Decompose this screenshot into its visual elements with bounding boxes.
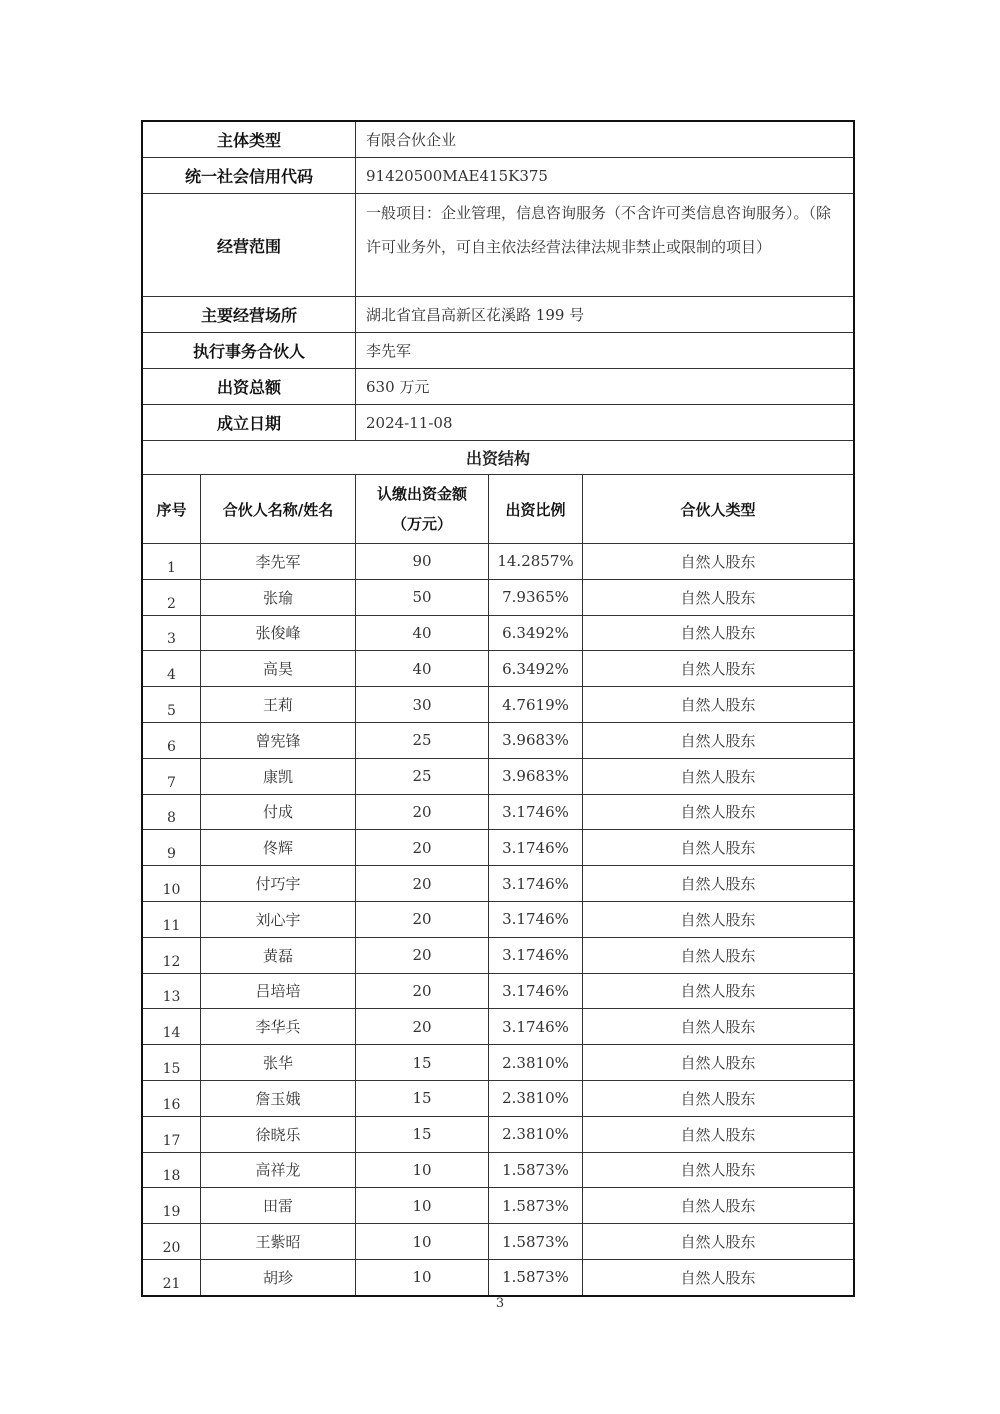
partner-type: 自然人股东: [680, 982, 756, 1001]
header-amount-line2: （万元）: [391, 515, 452, 533]
capital-ratio: 3.9683%: [489, 723, 583, 758]
total-capital-row: [143, 369, 853, 405]
row-no: 19: [143, 1188, 201, 1223]
row-no: 14: [143, 1009, 201, 1044]
row-no: 5: [143, 687, 201, 722]
subscribed-amount: 20: [356, 830, 489, 865]
partner-name: 刘心宇: [201, 902, 356, 937]
table-row: [143, 866, 853, 902]
table-row: [143, 1081, 853, 1117]
table-row: [143, 651, 853, 687]
subscribed-amount: 90: [356, 544, 489, 579]
executive-partner-row: [143, 333, 853, 369]
established-row: [143, 405, 853, 441]
partner-type: 自然人股东: [680, 588, 756, 607]
subscribed-amount: 50: [356, 580, 489, 615]
entity-type-row: [143, 122, 853, 158]
row-no: 16: [143, 1081, 201, 1116]
partner-name: 李华兵: [201, 1009, 356, 1044]
header-ratio: 出资比例: [489, 475, 583, 543]
row-no: 21: [143, 1260, 201, 1295]
subscribed-amount: 20: [356, 866, 489, 901]
total-capital-value: 630 万元: [366, 378, 430, 396]
header-amount-line1: 认缴出资金额: [376, 485, 467, 503]
capital-ratio: 2.3810%: [489, 1081, 583, 1116]
table-row: [143, 1153, 853, 1189]
partner-type: 自然人股东: [680, 660, 756, 679]
executive-partner-value: 李先军: [366, 342, 412, 360]
partner-type: 自然人股东: [680, 1197, 756, 1216]
subscribed-amount: 15: [356, 1045, 489, 1080]
table-row: [143, 830, 853, 866]
table-row: [143, 723, 853, 759]
total-capital-label: 出资总额: [143, 369, 356, 404]
partner-rows: [143, 544, 853, 1295]
partner-type: 自然人股东: [680, 552, 756, 571]
table-row: [143, 902, 853, 938]
capital-ratio: 3.1746%: [489, 866, 583, 901]
partner-name: 付巧宇: [201, 866, 356, 901]
capital-ratio: 3.1746%: [489, 1009, 583, 1044]
partner-type: 自然人股东: [680, 1089, 756, 1108]
subscribed-amount: 25: [356, 723, 489, 758]
enterprise-info-table: [141, 120, 855, 1297]
row-no: 4: [143, 651, 201, 686]
executive-partner-label: 执行事务合伙人: [143, 333, 356, 368]
table-row: [143, 1117, 853, 1153]
partner-type: 自然人股东: [680, 1233, 756, 1252]
capital-ratio: 3.9683%: [489, 759, 583, 794]
partner-name: 胡珍: [201, 1260, 356, 1295]
row-no: 1: [143, 544, 201, 579]
credit-code-label: 统一社会信用代码: [143, 158, 356, 193]
row-no: 13: [143, 974, 201, 1009]
table-row: [143, 974, 853, 1010]
header-type: 合伙人类型: [680, 500, 756, 519]
row-no: 3: [143, 616, 201, 651]
partner-name: 康凯: [201, 759, 356, 794]
partner-type: 自然人股东: [680, 839, 756, 858]
table-row: [143, 580, 853, 616]
partner-type: 自然人股东: [680, 946, 756, 965]
partner-type: 自然人股东: [680, 696, 756, 715]
partner-type: 自然人股东: [680, 1125, 756, 1144]
table-row: [143, 795, 853, 831]
capital-ratio: 4.7619%: [489, 687, 583, 722]
table-row: [143, 938, 853, 974]
subscribed-amount: 10: [356, 1153, 489, 1188]
subscribed-amount: 20: [356, 1009, 489, 1044]
row-no: 17: [143, 1117, 201, 1152]
partner-name: 张瑜: [201, 580, 356, 615]
capital-ratio: 2.3810%: [489, 1117, 583, 1152]
capital-ratio: 1.5873%: [489, 1224, 583, 1259]
partner-type: 自然人股东: [680, 875, 756, 894]
table-row: [143, 1224, 853, 1260]
main-place-value: 湖北省宜昌高新区花溪路 199 号: [366, 306, 585, 324]
structure-header-row: [143, 475, 853, 544]
subscribed-amount: 40: [356, 651, 489, 686]
partner-type: 自然人股东: [680, 624, 756, 643]
subscribed-amount: 15: [356, 1117, 489, 1152]
established-label: 成立日期: [143, 405, 356, 440]
table-row: [143, 687, 853, 723]
capital-ratio: 6.3492%: [489, 651, 583, 686]
partner-name: 高祥龙: [201, 1153, 356, 1188]
partner-type: 自然人股东: [680, 731, 756, 750]
credit-code-row: [143, 158, 853, 194]
row-no: 15: [143, 1045, 201, 1080]
subscribed-amount: 40: [356, 616, 489, 651]
partner-name: 张华: [201, 1045, 356, 1080]
row-no: 8: [143, 795, 201, 830]
structure-title: 出资结构: [465, 449, 530, 468]
row-no: 18: [143, 1153, 201, 1188]
capital-ratio: 3.1746%: [489, 938, 583, 973]
table-row: [143, 544, 853, 580]
main-place-label: 主要经营场所: [143, 297, 356, 332]
credit-code-value: 91420500MAE415K375: [366, 166, 548, 185]
established-value: 2024-11-08: [366, 413, 453, 432]
partner-type: 自然人股东: [680, 1018, 756, 1037]
main-place-row: [143, 297, 853, 333]
partner-name: 李先军: [201, 544, 356, 579]
table-row: [143, 1188, 853, 1224]
partner-name: 黄磊: [201, 938, 356, 973]
partner-name: 田雷: [201, 1188, 356, 1223]
business-scope-value: 一般项目：企业管理，信息咨询服务（不含许可类信息咨询服务）。（除许可业务外，可自主依法经营法律法规非禁止或限制的项目）: [366, 204, 832, 256]
entity-type-value: 有限合伙企业: [366, 131, 457, 149]
partner-name: 王莉: [201, 687, 356, 722]
capital-ratio: 1.5873%: [489, 1153, 583, 1188]
subscribed-amount: 15: [356, 1081, 489, 1116]
subscribed-amount: 20: [356, 795, 489, 830]
partner-name: 王紫昭: [201, 1224, 356, 1259]
subscribed-amount: 10: [356, 1224, 489, 1259]
capital-ratio: 1.5873%: [489, 1188, 583, 1223]
capital-ratio: 6.3492%: [489, 616, 583, 651]
row-no: 6: [143, 723, 201, 758]
table-row: [143, 616, 853, 652]
business-scope-label: 经营范围: [143, 194, 356, 296]
business-scope-row: [143, 194, 853, 297]
partner-type: 自然人股东: [680, 803, 756, 822]
header-amount: [356, 475, 489, 543]
row-no: 9: [143, 830, 201, 865]
structure-title-row: [143, 441, 853, 475]
partner-name: 吕培培: [201, 974, 356, 1009]
header-name: 合伙人名称/姓名: [201, 475, 356, 543]
capital-ratio: 2.3810%: [489, 1045, 583, 1080]
row-no: 2: [143, 580, 201, 615]
capital-ratio: 3.1746%: [489, 974, 583, 1009]
row-no: 12: [143, 938, 201, 973]
capital-ratio: 7.9365%: [489, 580, 583, 615]
partner-name: 詹玉娥: [201, 1081, 356, 1116]
subscribed-amount: 10: [356, 1260, 489, 1295]
partner-type: 自然人股东: [680, 1054, 756, 1073]
subscribed-amount: 20: [356, 974, 489, 1009]
partner-name: 付成: [201, 795, 356, 830]
partner-name: 高昊: [201, 651, 356, 686]
subscribed-amount: 25: [356, 759, 489, 794]
partner-type: 自然人股东: [680, 1268, 756, 1287]
partner-name: 张俊峰: [201, 616, 356, 651]
capital-ratio: 3.1746%: [489, 902, 583, 937]
capital-ratio: 3.1746%: [489, 830, 583, 865]
partner-name: 徐晓乐: [201, 1117, 356, 1152]
table-row: [143, 1045, 853, 1081]
header-no: 序号: [143, 475, 201, 543]
partner-type: 自然人股东: [680, 910, 756, 929]
row-no: 10: [143, 866, 201, 901]
subscribed-amount: 10: [356, 1188, 489, 1223]
table-row: [143, 759, 853, 795]
subscribed-amount: 30: [356, 687, 489, 722]
capital-ratio: 3.1746%: [489, 795, 583, 830]
capital-ratio: 1.5873%: [489, 1260, 583, 1295]
row-no: 20: [143, 1224, 201, 1259]
row-no: 11: [143, 902, 201, 937]
partner-name: 曾宪锋: [201, 723, 356, 758]
table-row: [143, 1260, 853, 1295]
subscribed-amount: 20: [356, 902, 489, 937]
table-row: [143, 1009, 853, 1045]
partner-type: 自然人股东: [680, 1161, 756, 1180]
capital-ratio: 14.2857%: [489, 544, 583, 579]
row-no: 7: [143, 759, 201, 794]
partner-type: 自然人股东: [680, 767, 756, 786]
entity-type-label: 主体类型: [143, 122, 356, 157]
page-number: 3: [495, 1296, 505, 1311]
subscribed-amount: 20: [356, 938, 489, 973]
partner-name: 佟辉: [201, 830, 356, 865]
